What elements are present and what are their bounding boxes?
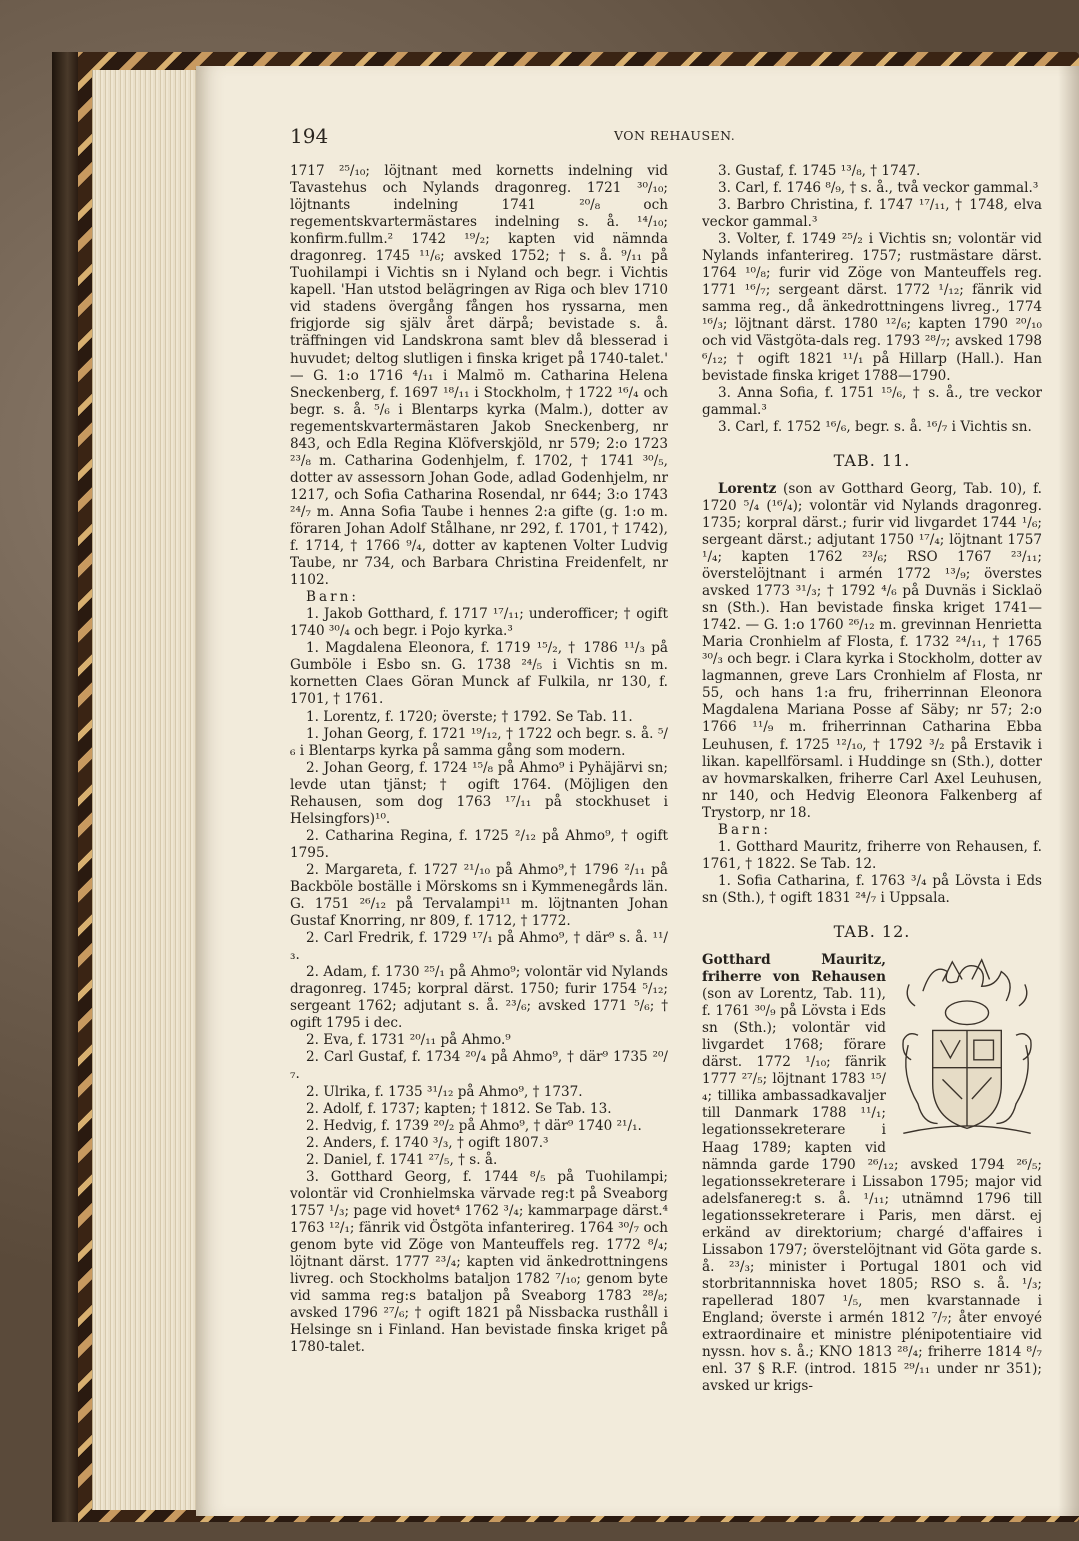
barn-label: Barn: [718,821,771,838]
tab-12-heading: TAB. 12. [833,921,911,941]
coat-of-arms-icon [892,952,1042,1148]
child-entry: 2. Daniel, f. 1741 ²⁷/₅, † s. å. [306,1151,498,1168]
page-gutter-shadow [1058,66,1079,1516]
child-entry: 1. Lorentz, f. 1720; överste; † 1792. Se Tab. 11. [306,708,633,725]
child-entry: 3. Volter, f. 1749 ²⁵/₂ i Vichtis sn; volontär vid Nylands infanterireg. 1757; rustmästare därst. 1764 ¹⁰/₈; furir vid Zöge von Manteuffels reg. 1771 ¹⁶/₇; sergeant därst. 1772 ¹/₁₂; fänrik vid samma reg., då änkedrottningens livreg., 1774 ¹⁶/₃; löjtnant därst. 1780 ¹²/₆; kapten 1790 ²⁰/₁₀ och vid Västgöta-dals reg. 1793 ²⁸/₇; avsked 1798 ⁶/₁₂; † ogift 1821 ¹¹/₁ på Hillarp (Hall.). Han bevistade finska kriget 1788—1790. [702,231,1042,384]
page-edge-stack [92,70,213,1510]
running-title: VON REHAUSEN. [614,128,736,143]
child-entry: 2. Hedvig, f. 1739 ²⁰/₂ på Ahmo⁹, † där⁹ 1740 ²¹/₁. [306,1117,642,1134]
child-entry: 3. Gotthard Georg, f. 1744 ⁸/₅ på Tuohilampi; volontär vid Cronhielmska värvade reg:t på Sveaborg 1757 ¹/₃; page vid hovet⁴ 1762 ³/₄; kammarpage därst.⁴ 1763 ¹²/₁; fänrik vid Östgöta infanterireg. 1764 ³⁰/₇ och genom byte vid Zöge von Manteuffels reg. 1772 ⁸/₄; löjtnant därst. 1777 ²³/₄; kapten vid änkedrottningens livreg. och Stockholms bataljon 1782 ⁷/₁₀; genom byte vid samma reg:s bataljon på Sveaborg 1783 ²⁸/₈; avsked 1796 ²⁷/₆; † ogift 1821 på Nissbacka rusthåll i Helsinge sn i Finland. Han bevistade finska kriget på 1780-talet. [290,1168,668,1356]
left-column [290,163,668,1356]
child-entry: 1. Sofia Catharina, f. 1763 ³/₄ på Lövsta i Eds sn (Sth.), † ogift 1831 ²⁴/₇ i Uppsala. [702,872,1042,906]
binding-spine [52,52,78,1522]
entry-name: Lorentz [718,480,777,497]
entry-body: (son av Lorentz, Tab. 11), f. 1761 ³⁰/₉ på Lövsta i Eds sn (Sth.); volontär vid livgardet 1768; förare därst. 1772 ¹/₁₀; fänrik 1777 ²⁷/₅; löjtnant 1783 ¹⁵/₄; tillika ambassadkavaljer till Danmark 1788 ¹¹/₁; legationssekreterare i Haag 1789; kapten vid nämnda garde 1790 ²⁶/₁₂; avsked 1794 ²⁶/₅; legationssekreterare i Lissabon 1795; major vid adelsfanereg:t s. å. ¹/₁₁; utnämnd 1796 till legationssekreterare i Paris, men därst. ej erkänd av direktorium; chargé d'affaires i Lissabon 1797; överstelöjtnant vid Göta garde s. å. ²³/₃; minister i Portugal 1801 och vid storbritannniska hovet 1805; RSO s. å. ¹/₃; rapellerad 1807 ¹/₅, men kvarstannade i England; överste i armén 1812 ⁷/₇; åter envoyé extraordinaire et ministre plénipotentiaire vid nyssn. hov s. å.; KNO 1813 ²⁸/₄; friherre 1814 ⁸/₇ enl. 37 § R.F. (introd. 1815 ²⁹/₁₁ under nr 351); avsked ur krigs- [702,986,1042,1395]
child-entry: 2. Ulrika, f. 1735 ³¹/₁₂ på Ahmo⁹, † 1737. [306,1083,583,1100]
child-entry: 1. Gotthard Mauritz, friherre von Rehausen, f. 1761, † 1822. Se Tab. 12. [702,838,1042,872]
tab-11-heading: TAB. 11. [833,450,911,470]
paragraph: 1717 ²⁵/₁₀; löjtnant med kornetts indelning vid Tavastehus och Nylands dragonreg. 1721 ³⁰/₁₀; löjtnants indelning 1741 ²⁰/₈ och regementskvartermästares indelning s. å. ¹⁴/₁₀; konfirm.fullm.² 1742 ¹⁹/₂; kapten vid nämnda dragonreg. 1745 ¹¹/₆; avsked 1752; † s. å. ⁹/₁₁ på Tuohilampi i Vichtis sn i Nyland och begr. i Vichtis kapell. 'Han utstod belägringen av Riga och blev 1710 vid stadens övergång fången hos ryssarna, men frigjorde sig själv året därpå; bevistade s. å. träffningen vid Landskrona samt blev då blesserad i huvudet; deltog slutligen i finska kriget på 1740-talet.' — G. 1:o 1716 ⁴/₁₁ i Malmö m. Catharina Helena Sneckenberg, f. 1697 ¹⁸/₁₁ i Stockholm, † 1722 ¹⁶/₄ och begr. s. å. ⁵/₆ i Blentarps kyrka (Malm.), dotter av regementskvartermästaren Jakob Sneckenberg, nr 843, och Edla Regina Klöfverskjöld, nr 579; 2:o 1723 ²³/₈ m. Catharina Godenhjelm, f. 1702, † 1741 ³⁰/₅, dotter av assessorn Johan Gode, adlad Godenhjelm, nr 1217, och Sofia Catharina Rosendal, nr 644; 3:o 1743 ²⁴/₇ m. Anna Sofia Taube i hennes 2:a gifte (g. 1:o m. föraren Johan Adolf Stålhane, nr 292, f. 1701, † 1742), f. 1714, † 1766 ⁹/₄, dotter av kaptenen Volter Ludvig Taube, nr 734, och Barbara Christina Freidenfelt, nr 1102. [290,163,668,589]
child-entry: 2. Johan Georg, f. 1724 ¹⁵/₈ på Ahmo⁹ i Pyhäjärvi sn; levde utan tjänst; † ogift 1764. (Möjligen den Rehausen, som dog 1763 ¹⁷/₁₁ på stockhuset i Helsingfors)¹⁰. [290,759,668,827]
child-entry: 3. Carl, f. 1746 ⁸/₉, † s. å., två veckor gammal.³ [718,180,1039,197]
child-entry: 3. Barbro Christina, f. 1747 ¹⁷/₁₁, † 1748, elva veckor gammal.³ [702,197,1042,231]
child-entry: 3. Gustaf, f. 1745 ¹³/₈, † 1747. [718,163,921,179]
child-entry: 1. Magdalena Eleonora, f. 1719 ¹⁵/₂, † 1786 ¹¹/₃ på Gumböle i Esbo sn. G. 1738 ²⁴/₅ i Vichtis sn m. kornetten Claes Göran Munck af Fulkila, nr 130, f. 1701, † 1761. [290,640,668,708]
barn-label: Barn: [306,589,359,606]
child-entry: 2. Adam, f. 1730 ²⁵/₁ på Ahmo⁹; volontär vid Nylands dragonreg. 1745; korpral därst. 1750; furir 1754 ⁵/₁₂; sergeant 1762; adjutant s. å. ²³/₆; avsked 1771 ⁵/₆; † ogift 1795 i dec. [290,964,668,1032]
child-entry: 3. Carl, f. 1752 ¹⁶/₆, begr. s. å. ¹⁶/₇ i Vichtis sn. [718,418,1032,435]
child-entry: 1. Johan Georg, f. 1721 ¹⁹/₁₂, † 1722 och begr. s. å. ⁵/₆ i Blentarps kyrka på samma gång som modern. [290,725,668,759]
tab-12-block [702,952,1042,1395]
entry-body: (son av Gotthard Georg, Tab. 10), f. 1720 ⁵/₄ (¹⁶/₄); volontär vid Nylands dragonreg. 1735; korpral därst.; furir vid livgardet 1744 ¹/₆; sergeant därst.; adjutant 1750 ¹⁷/₄; löjtnant 1757 ¹/₄; kapten 1762 ²³/₆; RSO 1767 ²³/₁₁; överstelöjtnant i armén 1772 ¹³/₉; överstes avsked 1773 ³¹/₃; † 1792 ⁴/₆ på Duvnäs i Sicklaö sn (Sth.). Han bevistade finska kriget 1741—1742. — G. 1:o 1760 ²⁶/₁₂ m. grevinnan Henrietta Maria Cronhielm af Flosta, f. 1732 ²⁴/₁₁, † 1765 ³⁰/₃ och begr. i Clara kyrka i Stockholm, dotter av lagmannen, greve Lars Cronhielm af Flosta, nr 55, och hans 1:a fru, friherrinnan Eleonora Magdalena Mariana Posse af Säby; nr 57; 2:o 1766 ¹¹/₉ m. friherrinnan Catharina Ebba Leuhusen, f. 1725 ¹²/₁₀, † 1792 ³/₂ på Erstavik i likan. kapellförsaml. i Huddinge sn (Sth.), dotter av hovmarskalken, friherre Carl Axel Leuhusen, nr 140, och Hedvig Eleonora Falkenberg af Trystorp, nr 18. [702,480,1042,821]
tab-11-entry [702,481,1042,822]
child-entry: 2. Carl Gustaf, f. 1734 ²⁰/₄ på Ahmo⁹, † där⁹ 1735 ²⁰/₇. [290,1049,668,1083]
right-column [702,163,1042,1395]
child-entry: 2. Catharina Regina, f. 1725 ²/₁₂ på Ahmo⁹, † ogift 1795. [290,827,668,861]
child-entry: 2. Margareta, f. 1727 ²¹/₁₀ på Ahmo⁹,† 1796 ²/₁₁ på Backböle boställe i Mörskoms sn i Kymmenegårds län. G. 1751 ²⁶/₁₂ på Tervalampi¹¹ m. löjtnanten Johan Gustaf Knorring, nr 809, f. 1712, † 1772. [290,861,668,930]
page-number: 194 [290,124,329,148]
entry-name: Gotthard Mauritz, friherre von Rehausen [702,952,886,986]
child-entry: 2. Anders, f. 1740 ³/₃, † ogift 1807.³ [306,1134,549,1151]
child-entry: 2. Carl Fredrik, f. 1729 ¹⁷/₁ på Ahmo⁹, † där⁹ s. å. ¹¹/₃. [290,930,668,964]
child-entry: 2. Eva, f. 1731 ²⁰/₁₁ på Ahmo.⁹ [306,1032,511,1049]
child-entry: 3. Anna Sofia, f. 1751 ¹⁵/₆, † s. å., tre veckor gammal.³ [702,384,1042,418]
child-entry: 1. Jakob Gotthard, f. 1717 ¹⁷/₁₁; underofficer; † ogift 1740 ³⁰/₄ och begr. i Pojo kyrka.³ [290,606,668,640]
child-entry: 2. Adolf, f. 1737; kapten; † 1812. Se Tab. 13. [306,1100,612,1117]
